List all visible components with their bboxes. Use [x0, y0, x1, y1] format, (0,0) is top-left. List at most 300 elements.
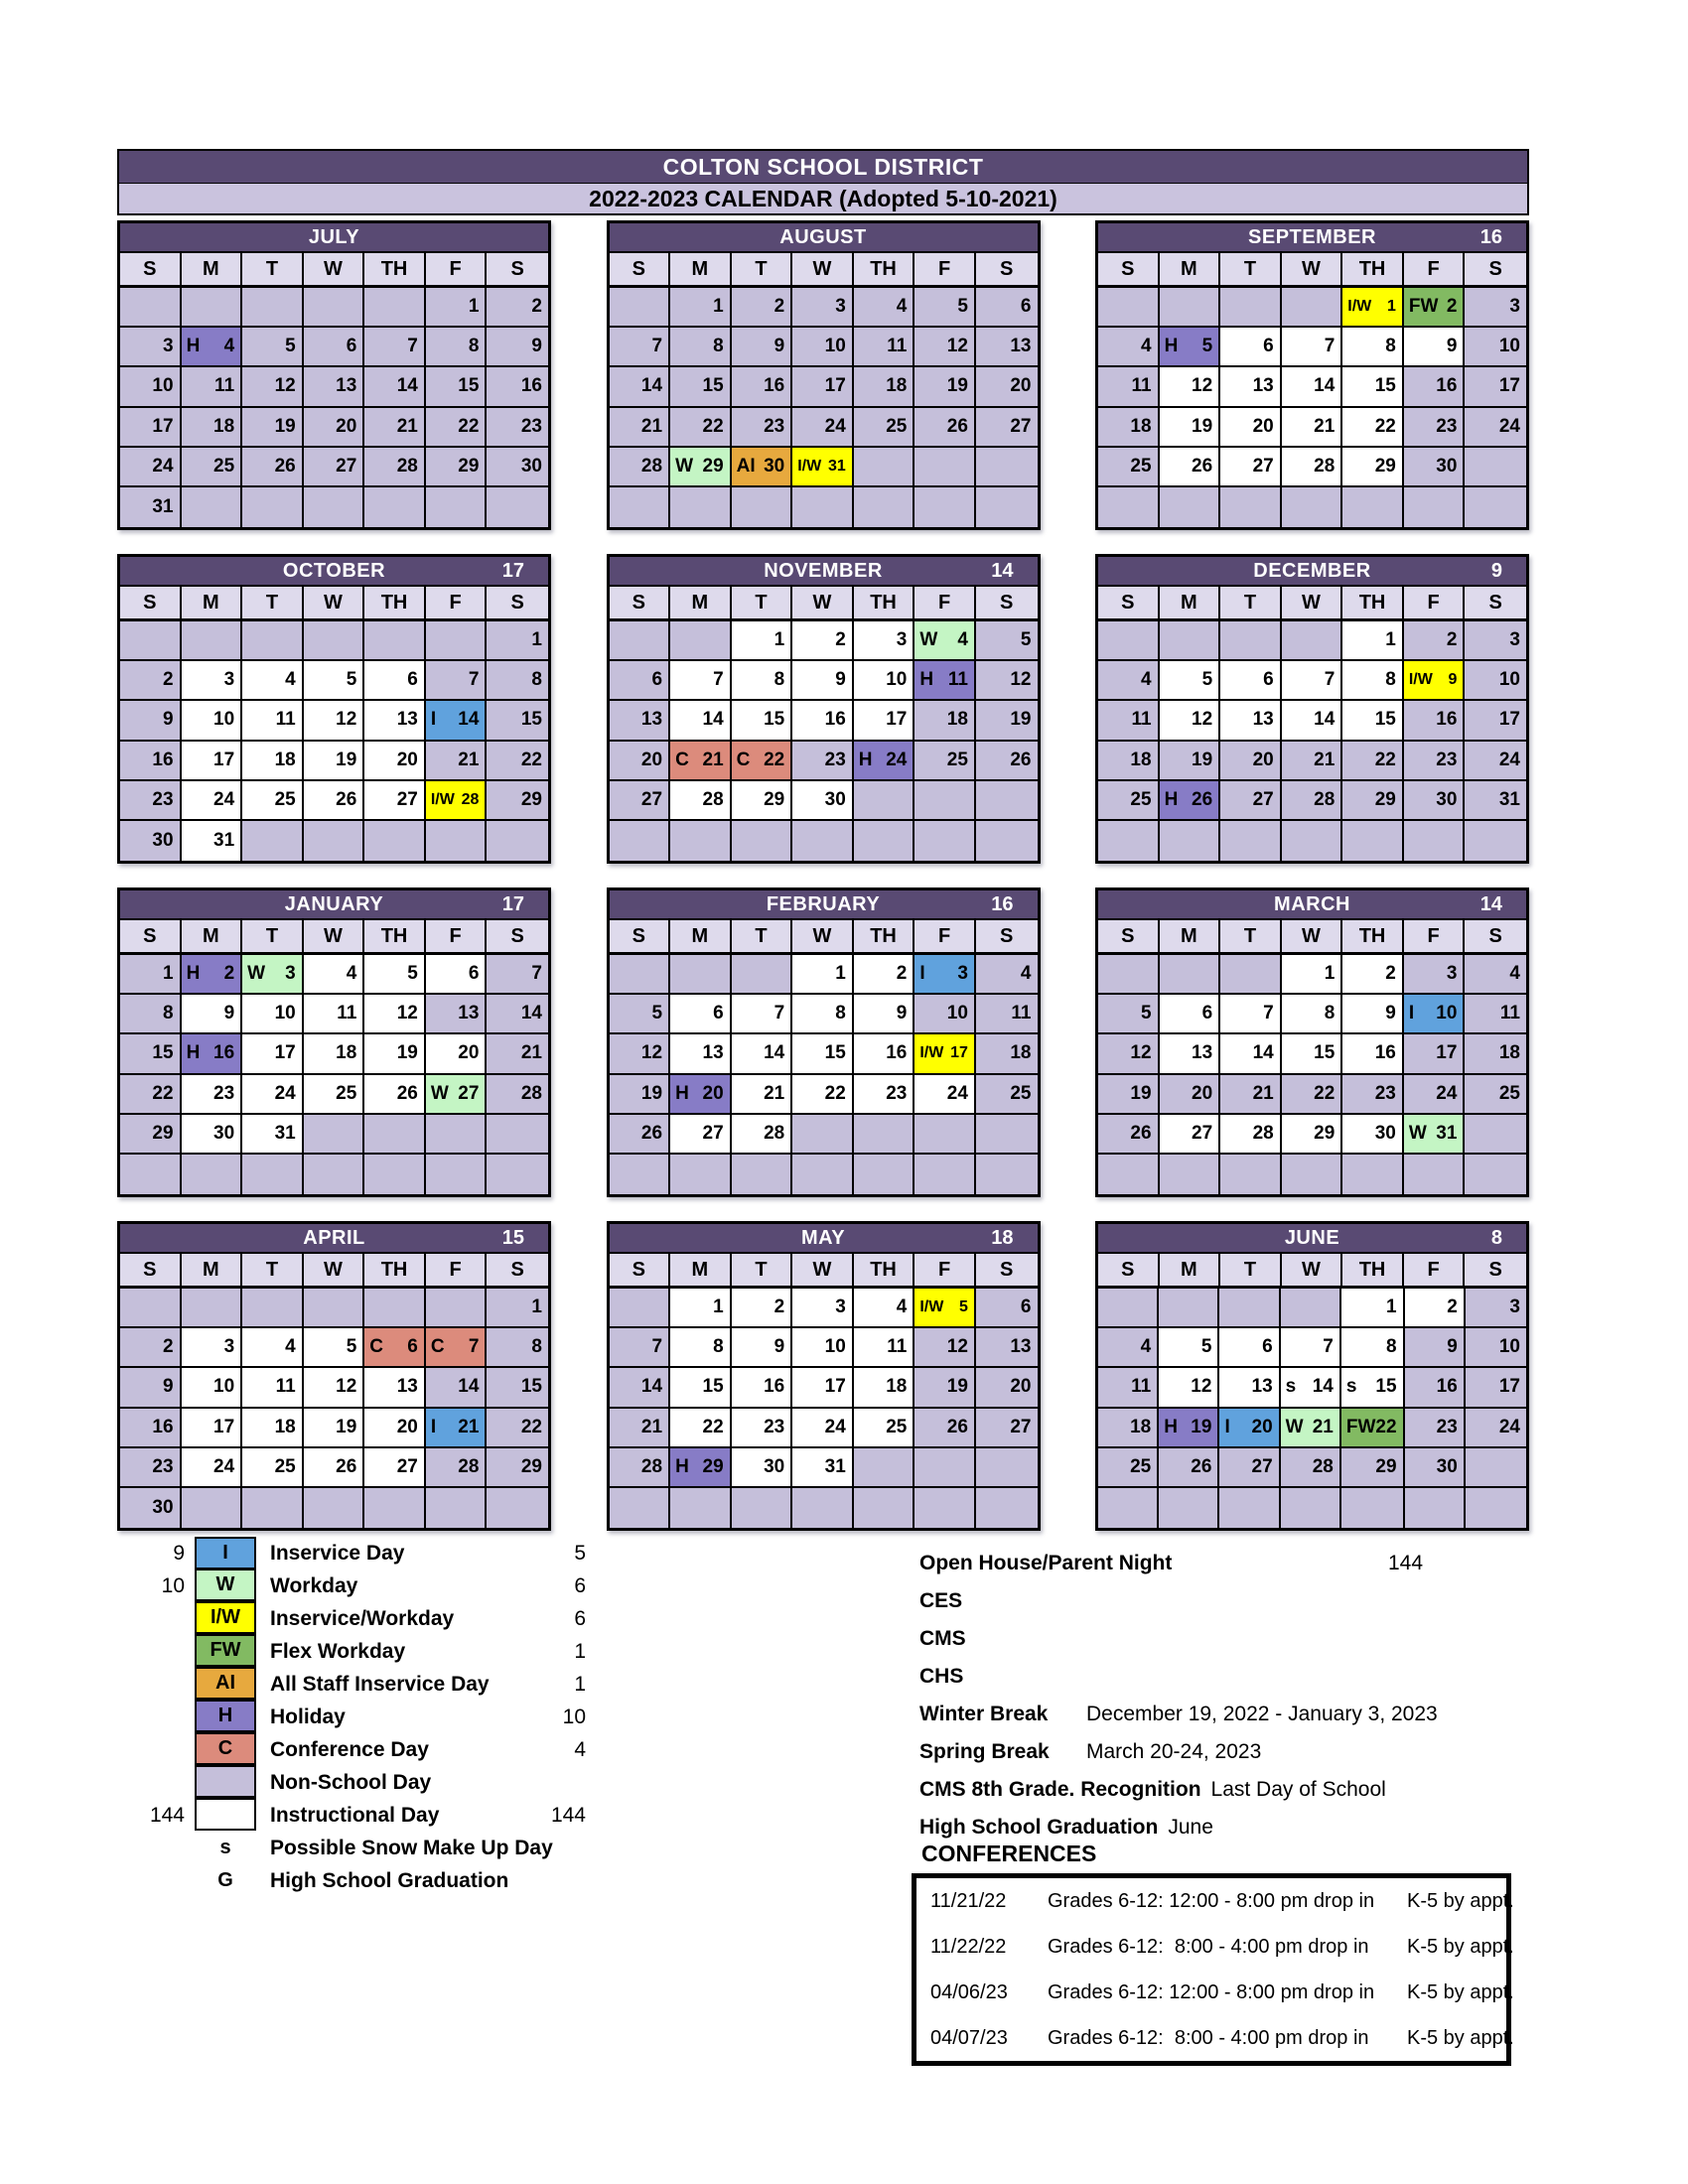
day-number: 30	[520, 455, 542, 477]
day-number: 22	[824, 1082, 846, 1104]
day-cell	[792, 1448, 854, 1488]
day-cell	[1160, 367, 1221, 407]
day-number: 28	[702, 788, 724, 810]
day-cell	[610, 821, 671, 861]
day-number: 17	[824, 1376, 846, 1398]
day-cell	[364, 288, 426, 328]
day-number: 22	[1374, 415, 1396, 437]
day-cell	[364, 1289, 426, 1328]
day-number: 12	[1192, 375, 1213, 397]
month-name: JULY	[308, 226, 360, 248]
day-cell	[610, 328, 671, 367]
info-row	[919, 1771, 1495, 1809]
day-cell	[732, 367, 793, 407]
legend-count: 6	[574, 1573, 586, 1597]
day-number: 13	[640, 709, 663, 731]
day-number: 17	[1498, 709, 1520, 731]
day-number: 20	[1251, 1416, 1273, 1437]
day-cell	[610, 955, 671, 995]
day-cell	[426, 701, 488, 741]
day-cell	[854, 328, 915, 367]
day-cell	[120, 328, 182, 367]
legend-label: Flex Workday	[270, 1639, 406, 1663]
day-number: 4	[1140, 336, 1152, 357]
day-type-code: C	[430, 1336, 445, 1358]
weekday-header: W	[304, 253, 365, 285]
weekday-header: M	[670, 1254, 732, 1286]
legend-count: 10	[562, 1705, 586, 1728]
day-number: 20	[458, 1042, 480, 1064]
day-cell	[1466, 1368, 1526, 1408]
day-cell	[364, 1115, 426, 1155]
day-cell	[732, 448, 793, 487]
day-cell	[1219, 1488, 1280, 1528]
day-number: 29	[458, 455, 480, 477]
weekday-header: F	[914, 920, 976, 952]
day-number: 17	[1436, 1042, 1458, 1064]
day-cell	[792, 995, 854, 1034]
day-cell	[976, 955, 1038, 995]
info-value: December 19, 2022 - January 3, 2023	[1086, 1703, 1438, 1725]
day-number: 22	[1374, 749, 1396, 770]
day-cell	[976, 1409, 1038, 1448]
day-cell	[1282, 367, 1343, 407]
conference-date: 11/22/22	[930, 1935, 1007, 1958]
day-cell	[670, 1488, 732, 1528]
day-number: 9	[1446, 336, 1458, 357]
day-number: 4	[957, 629, 968, 651]
day-cell	[732, 408, 793, 448]
weekday-header: TH	[1342, 253, 1404, 285]
day-cell	[1159, 1409, 1219, 1448]
weekday-header: S	[1465, 587, 1526, 618]
day-cell	[364, 1328, 426, 1368]
day-number: 11	[214, 375, 235, 397]
info-label: CMS	[919, 1627, 966, 1650]
day-number: 29	[702, 1455, 724, 1477]
conferences-table	[912, 1873, 1514, 2066]
day-cell	[914, 487, 976, 527]
day-number: 13	[396, 709, 418, 731]
day-cell	[487, 1448, 548, 1488]
day-cell	[1405, 1409, 1466, 1448]
day-cell	[610, 448, 671, 487]
day-type-code: I	[430, 709, 437, 731]
day-number: 24	[946, 1082, 968, 1104]
day-cell	[1282, 821, 1343, 861]
day-cell	[426, 661, 488, 701]
day-cell	[732, 288, 793, 328]
day-number: 14	[764, 1042, 785, 1064]
month-day-grid	[610, 288, 1038, 527]
day-cell	[792, 701, 854, 741]
weekday-header-row	[610, 1254, 1038, 1289]
day-cell	[854, 621, 915, 661]
month-name: MAY	[800, 1227, 846, 1249]
day-number: 13	[1010, 336, 1032, 357]
day-cell	[120, 1155, 182, 1194]
day-cell	[120, 1448, 182, 1488]
day-cell	[1160, 328, 1221, 367]
day-cell	[610, 408, 671, 448]
day-number: 10	[946, 1003, 968, 1024]
day-cell	[670, 955, 732, 995]
day-cell	[670, 1448, 732, 1488]
day-cell	[914, 781, 976, 821]
day-number: 4	[285, 669, 296, 691]
day-cell	[182, 288, 243, 328]
info-value: Last Day of School	[1210, 1778, 1386, 1801]
day-number: 8	[1385, 669, 1396, 691]
day-cell	[487, 408, 548, 448]
legend	[117, 1537, 592, 1897]
day-cell	[1098, 955, 1160, 995]
day-number: 20	[1192, 1082, 1213, 1104]
weekday-header-row	[610, 253, 1038, 288]
weekday-header: S	[610, 920, 671, 952]
legend-count: 1	[574, 1672, 586, 1696]
day-cell	[1220, 661, 1282, 701]
weekday-header: S	[487, 1254, 548, 1286]
month-name: NOVEMBER	[764, 560, 883, 582]
day-number: 30	[1436, 1455, 1458, 1477]
weekday-header: TH	[1342, 587, 1404, 618]
day-number: 30	[152, 829, 174, 851]
day-cell	[1404, 1075, 1466, 1115]
weekday-header: M	[670, 253, 732, 285]
weekday-header: TH	[854, 920, 915, 952]
day-number: 18	[213, 415, 235, 437]
day-cell	[1160, 1115, 1221, 1155]
day-cell	[854, 661, 915, 701]
day-number: 12	[946, 1336, 968, 1358]
day-number: 4	[896, 1297, 908, 1318]
day-cell	[364, 1409, 426, 1448]
day-cell	[120, 288, 182, 328]
day-number: 15	[458, 375, 480, 397]
day-number: 14	[1314, 375, 1336, 397]
day-cell	[914, 448, 976, 487]
day-cell	[304, 821, 365, 861]
day-type-code: I/W	[1347, 298, 1372, 316]
day-cell	[1465, 821, 1526, 861]
weekday-header: TH	[854, 253, 915, 285]
day-cell	[304, 1075, 365, 1115]
day-cell	[854, 1448, 915, 1488]
weekday-header: M	[1160, 1254, 1221, 1286]
day-cell	[792, 742, 854, 781]
day-number: 17	[1498, 1376, 1520, 1398]
day-cell	[792, 367, 854, 407]
day-number: 26	[946, 415, 968, 437]
day-cell	[242, 621, 304, 661]
day-cell	[1159, 1289, 1219, 1328]
day-number: 1	[1385, 629, 1396, 651]
day-cell	[670, 487, 732, 527]
day-cell	[1404, 288, 1466, 328]
day-number: 8	[835, 1003, 846, 1024]
legend-label: All Staff Inservice Day	[270, 1672, 490, 1696]
day-cell	[1404, 367, 1466, 407]
day-type-code: H	[675, 1455, 689, 1477]
day-number: 6	[407, 1336, 418, 1358]
day-number: 27	[640, 788, 663, 810]
day-cell	[242, 1328, 304, 1368]
weekday-header: S	[1465, 920, 1526, 952]
day-cell	[1159, 1488, 1219, 1528]
legend-swatch: G	[217, 1869, 233, 1891]
day-cell	[182, 1289, 243, 1328]
day-number: 8	[162, 1003, 174, 1024]
day-number: 12	[396, 1003, 418, 1024]
weekday-header: S	[120, 253, 182, 285]
day-number: 18	[1130, 749, 1152, 770]
month-instructional-count: 16	[1479, 226, 1502, 248]
day-number: 3	[223, 1336, 235, 1358]
day-cell	[242, 701, 304, 741]
day-number: 13	[1010, 1336, 1032, 1358]
day-number: 9	[531, 336, 542, 357]
day-cell	[670, 701, 732, 741]
day-number: 13	[396, 1376, 418, 1398]
day-cell	[976, 1155, 1038, 1194]
day-cell	[120, 367, 182, 407]
conference-date: 04/07/23	[930, 2026, 1008, 2049]
weekday-header-row	[120, 253, 548, 288]
day-cell	[670, 1034, 732, 1074]
day-number: 23	[1436, 1416, 1458, 1437]
day-number: 21	[702, 749, 724, 770]
weekday-header: S	[976, 1254, 1038, 1286]
legend-label: Holiday	[270, 1705, 346, 1728]
day-cell	[487, 701, 548, 741]
day-number: 23	[1436, 415, 1458, 437]
legend-swatch: C	[195, 1732, 256, 1765]
month-instructional-count: 17	[501, 560, 524, 582]
day-number: 26	[1192, 788, 1213, 810]
day-type-code: W	[1285, 1416, 1304, 1437]
day-number: 18	[1498, 1042, 1520, 1064]
weekday-header: S	[976, 587, 1038, 618]
day-cell	[914, 367, 976, 407]
day-number: 21	[1314, 749, 1336, 770]
day-cell	[182, 1034, 243, 1074]
day-cell	[1098, 1034, 1160, 1074]
day-cell	[914, 1075, 976, 1115]
day-number: 15	[824, 1042, 846, 1064]
day-cell	[854, 781, 915, 821]
day-cell	[364, 367, 426, 407]
day-number: 8	[468, 336, 480, 357]
day-number: 28	[1314, 455, 1336, 477]
day-cell	[120, 701, 182, 741]
conference-hours: Grades 6-12: 8:00 - 4:00 pm drop in	[1048, 1935, 1369, 1958]
month-day-grid	[1098, 288, 1526, 527]
day-number: 16	[764, 1376, 785, 1398]
legend-swatch: AI	[195, 1667, 256, 1700]
day-cell	[792, 1488, 854, 1528]
day-number: 24	[274, 1082, 296, 1104]
day-number: 25	[1498, 1082, 1520, 1104]
day-cell	[1465, 367, 1526, 407]
day-cell	[242, 1448, 304, 1488]
day-cell	[1342, 995, 1404, 1034]
weekday-header: TH	[854, 1254, 915, 1286]
day-number: 28	[396, 455, 418, 477]
day-cell	[1220, 328, 1282, 367]
day-cell	[792, 1155, 854, 1194]
day-number: 29	[152, 1122, 174, 1144]
day-cell	[976, 1289, 1038, 1328]
info-label: CES	[919, 1589, 963, 1612]
month-june	[1095, 1221, 1529, 1531]
day-number: 19	[274, 415, 296, 437]
day-cell	[854, 288, 915, 328]
weekday-header: S	[1098, 920, 1160, 952]
day-cell	[732, 742, 793, 781]
day-cell	[426, 621, 488, 661]
day-number: 10	[1498, 669, 1520, 691]
day-cell	[426, 288, 488, 328]
month-february	[607, 887, 1041, 1197]
day-number: 17	[274, 1042, 296, 1064]
day-number: 18	[274, 1416, 296, 1437]
day-cell	[670, 661, 732, 701]
day-cell	[487, 448, 548, 487]
day-cell	[1220, 448, 1282, 487]
day-number: 19	[946, 1376, 968, 1398]
day-number: 24	[886, 749, 908, 770]
day-number: 11	[887, 1336, 908, 1358]
day-number: 16	[520, 375, 542, 397]
day-cell	[610, 1448, 671, 1488]
day-cell	[120, 1034, 182, 1074]
day-cell	[610, 1115, 671, 1155]
weekday-header: W	[792, 920, 854, 952]
day-number: 29	[702, 455, 724, 477]
day-number: 30	[764, 455, 785, 477]
day-cell	[854, 742, 915, 781]
day-cell	[1098, 487, 1160, 527]
day-number: 17	[886, 709, 908, 731]
day-cell	[976, 1368, 1038, 1408]
day-cell	[1465, 288, 1526, 328]
day-cell	[976, 288, 1038, 328]
day-type-code: H	[1164, 788, 1179, 810]
day-number: 7	[651, 336, 663, 357]
day-cell	[120, 781, 182, 821]
day-number: 6	[1201, 1003, 1213, 1024]
month-instructional-count: 14	[1479, 893, 1502, 915]
legend-row	[117, 1864, 592, 1897]
day-cell	[610, 661, 671, 701]
legend-left-count: 9	[173, 1541, 185, 1565]
day-cell	[610, 288, 671, 328]
day-number: 6	[468, 963, 480, 985]
day-cell	[914, 1368, 976, 1408]
legend-label: Workday	[270, 1573, 358, 1597]
day-number: 27	[396, 788, 418, 810]
day-number: 30	[1436, 788, 1458, 810]
day-cell	[670, 408, 732, 448]
day-cell	[242, 661, 304, 701]
day-cell	[364, 621, 426, 661]
day-number: 3	[285, 963, 296, 985]
weekday-header: TH	[1342, 920, 1404, 952]
legend-swatch: s	[219, 1837, 231, 1858]
day-number: 16	[1436, 375, 1458, 397]
day-type-code: W	[919, 629, 938, 651]
day-number: 24	[824, 1416, 846, 1437]
day-cell	[732, 1075, 793, 1115]
day-cell	[670, 448, 732, 487]
day-number: 1	[713, 1297, 724, 1318]
day-number: 31	[824, 1455, 846, 1477]
day-cell	[914, 1409, 976, 1448]
day-cell	[1405, 1448, 1466, 1488]
day-number: 11	[1011, 1003, 1032, 1024]
day-cell	[732, 328, 793, 367]
day-number: 19	[640, 1082, 663, 1104]
day-number: 5	[651, 1003, 663, 1024]
day-number: 6	[1020, 1297, 1032, 1318]
day-cell	[1404, 995, 1466, 1034]
day-cell	[364, 701, 426, 741]
day-cell	[426, 955, 488, 995]
day-cell	[610, 1155, 671, 1194]
day-cell	[1220, 955, 1282, 995]
day-cell	[1281, 1448, 1341, 1488]
day-number: 31	[1498, 788, 1520, 810]
day-type-code: FW	[1408, 296, 1439, 318]
day-cell	[1160, 448, 1221, 487]
day-number: 16	[1374, 1042, 1396, 1064]
day-number: 31	[152, 495, 174, 517]
day-cell	[1404, 1034, 1466, 1074]
calendar-subtitle: 2022-2023 CALENDAR (Adopted 5-10-2021)	[119, 183, 1527, 213]
day-cell	[487, 995, 548, 1034]
conference-row	[916, 2015, 1514, 2061]
day-number: 16	[1436, 709, 1458, 731]
day-cell	[914, 742, 976, 781]
day-cell	[610, 1368, 671, 1408]
day-number: 1	[162, 963, 174, 985]
day-number: 5	[1201, 336, 1213, 357]
day-cell	[1098, 408, 1160, 448]
day-number: 2	[223, 963, 235, 985]
day-cell	[854, 995, 915, 1034]
day-number: 10	[1498, 336, 1520, 357]
day-cell	[1342, 408, 1404, 448]
day-number: 15	[1374, 709, 1396, 731]
day-cell	[1160, 701, 1221, 741]
day-cell	[1282, 288, 1343, 328]
day-number: 17	[950, 1044, 968, 1062]
day-cell	[1219, 1448, 1280, 1488]
day-number: 20	[640, 749, 663, 770]
day-cell	[1341, 1488, 1405, 1528]
day-cell	[1282, 781, 1343, 821]
calendar-header	[117, 149, 1529, 215]
day-number: 11	[1499, 1003, 1520, 1024]
day-number: 25	[274, 788, 296, 810]
weekday-header: TH	[364, 253, 426, 285]
day-cell	[1342, 367, 1404, 407]
info-row	[919, 1696, 1495, 1733]
weekday-header: W	[304, 587, 365, 618]
day-cell	[610, 742, 671, 781]
day-cell	[242, 1409, 304, 1448]
